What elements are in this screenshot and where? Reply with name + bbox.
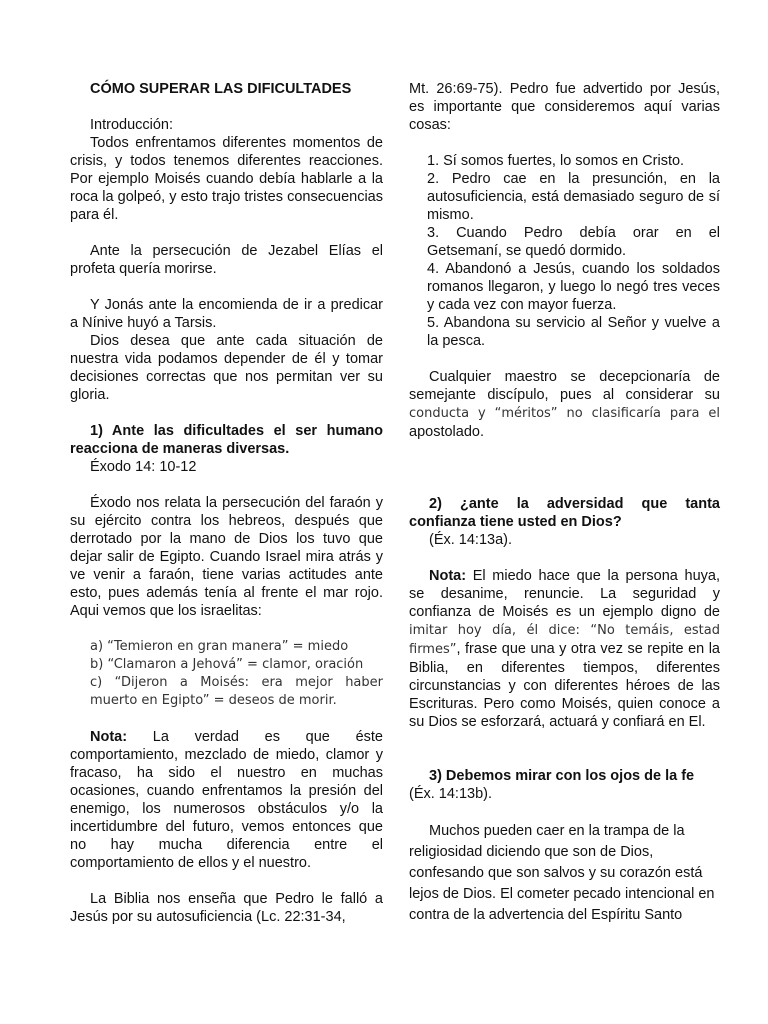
intro-paragraph-4: Dios desea que ante cada situación de nuestra vida podamos depender de él y tomar decisiones correctas que nos permitan ver su gloria.: [70, 333, 383, 403]
nota-paragraph: [70, 728, 383, 872]
section-heading-1: 1) Ante las dificultades el ser humano reacciona de maneras diversas.: [70, 423, 383, 457]
pedro-paragraph: La Biblia nos enseña que Pedro le falló a Jesús por su autosuficiencia (Lc. 22:31-34,: [70, 891, 383, 925]
list-item: 2. Pedro cae en la presunción, en la autosuficiencia, está demasiado seguro de sí mismo.: [427, 171, 720, 223]
list-item: c) “Dijeron a Moisés: era mejor haber muerto en Egipto” = deseos de morir.: [90, 675, 383, 708]
nota2-paragraph: [409, 567, 720, 731]
nota2-text-a: El miedo hace que la persona huya, se desanime, renuncie. La seguridad y confianza de Moisés es un ejemplo digno de: [409, 568, 720, 620]
document-title: CÓMO SUPERAR LAS DIFICULTADES: [90, 81, 352, 97]
nota-text: La verdad es que éste comportamiento, mezclado de miedo, clamor y fracaso, ha sido el nuestro en muchas ocasiones, cuando enfrentamos la presión del enemigo, los numerosos obstáculos y/o la incertidumbre del futuro, vemos entonces que no hay mucha diferencia entre el comportamiento de ellos y el nuestro.: [70, 729, 383, 871]
religiosidad-paragraph: Muchos pueden caer en la trampa de la religiosidad diciendo que son de Dios, confesando que son salvos y su corazón está lejos de Dios. El cometer pecado intencional en contra de la advertencia del Espíritu Santo: [409, 823, 715, 923]
nota2-text-c: , frase que una y otra vez se repite en la Biblia, en diferentes tiempos, diferentes circunstancias y con diferentes héroes de las Escrituras. Pero como Moisés, quien conoce a su Dios se esforzará, actuará y confiará en El.: [409, 641, 720, 730]
list-item: a) “Temieron en gran manera” = miedo: [90, 639, 349, 654]
nota-label: Nota:: [90, 729, 128, 745]
section-heading-3: 3) Debemos mirar con los ojos de la fe: [429, 768, 695, 784]
left-column: [70, 80, 383, 926]
section-heading-2: 2) ¿ante la adversidad que tanta confianza tiene usted en Dios?: [409, 496, 720, 530]
continuation-paragraph: Mt. 26:69-75). Pedro fue advertido por Jesús, es importante que consideremos aquí varias cosas:: [409, 81, 720, 133]
maestro-paragraph: [409, 368, 720, 441]
maestro-text-b: conducta y “méritos” no clasificaría para el: [409, 406, 720, 421]
exodo-paragraph: Éxodo nos relata la persecución del faraón y su ejército contra los hebreos, después que derrotado por la mano de Dios los tuvo que dejar salir de Egipto. Cuando Israel mira atrás y ve venir a faraón, tiene varias actitudes ante esto, pues además tenía al frente el mar rojo. Aqui vemos que los israelitas:: [70, 495, 383, 619]
scripture-reference-1: Éxodo 14: 10-12: [90, 459, 197, 475]
maestro-text-c: apostolado.: [409, 424, 484, 440]
list-item: 3. Cuando Pedro debía orar en el Getsemaní, se quedó dormido.: [427, 225, 720, 259]
reaction-list: [70, 638, 383, 710]
list-item: 5. Abandona su servicio al Señor y vuelve a la pesca.: [427, 315, 720, 349]
list-item: 1. Sí somos fuertes, lo somos en Cristo.: [427, 153, 685, 169]
maestro-text-a: Cualquier maestro se decepcionaría de semejante discípulo, pues al considerar su: [409, 369, 720, 403]
nota2-label: Nota:: [429, 568, 467, 584]
intro-label: Introducción:: [90, 117, 174, 133]
right-column: [409, 80, 720, 926]
intro-paragraph-3: Y Jonás ante la encomienda de ir a predicar a Nínive huyó a Tarsis.: [70, 297, 383, 331]
nota2-text-b: imitar hoy día, él dice: “No temáis, estad firmes”: [409, 623, 720, 657]
intro-paragraph-2: Ante la persecución de Jezabel Elías el profeta quería morirse.: [70, 243, 383, 277]
intro-paragraph-1: Todos enfrentamos diferentes momentos de crisis, y todos tenemos diferentes reacciones. Por ejemplo Moisés cuando debía hablarle a la roca la golpeó, y esto trajo tristes consecuencias para él.: [70, 135, 383, 223]
scripture-reference-3: (Éx. 14:13b).: [409, 786, 493, 802]
scripture-reference-2: (Éx. 14:13a).: [429, 532, 513, 548]
list-item: 4. Abandonó a Jesús, cuando los soldados romanos llegaron, y luego lo negó tres veces y cada vez con mayor fuerza.: [427, 261, 720, 313]
list-item: b) “Clamaron a Jehová” = clamor, oración: [90, 657, 364, 672]
numbered-list: [409, 152, 720, 350]
